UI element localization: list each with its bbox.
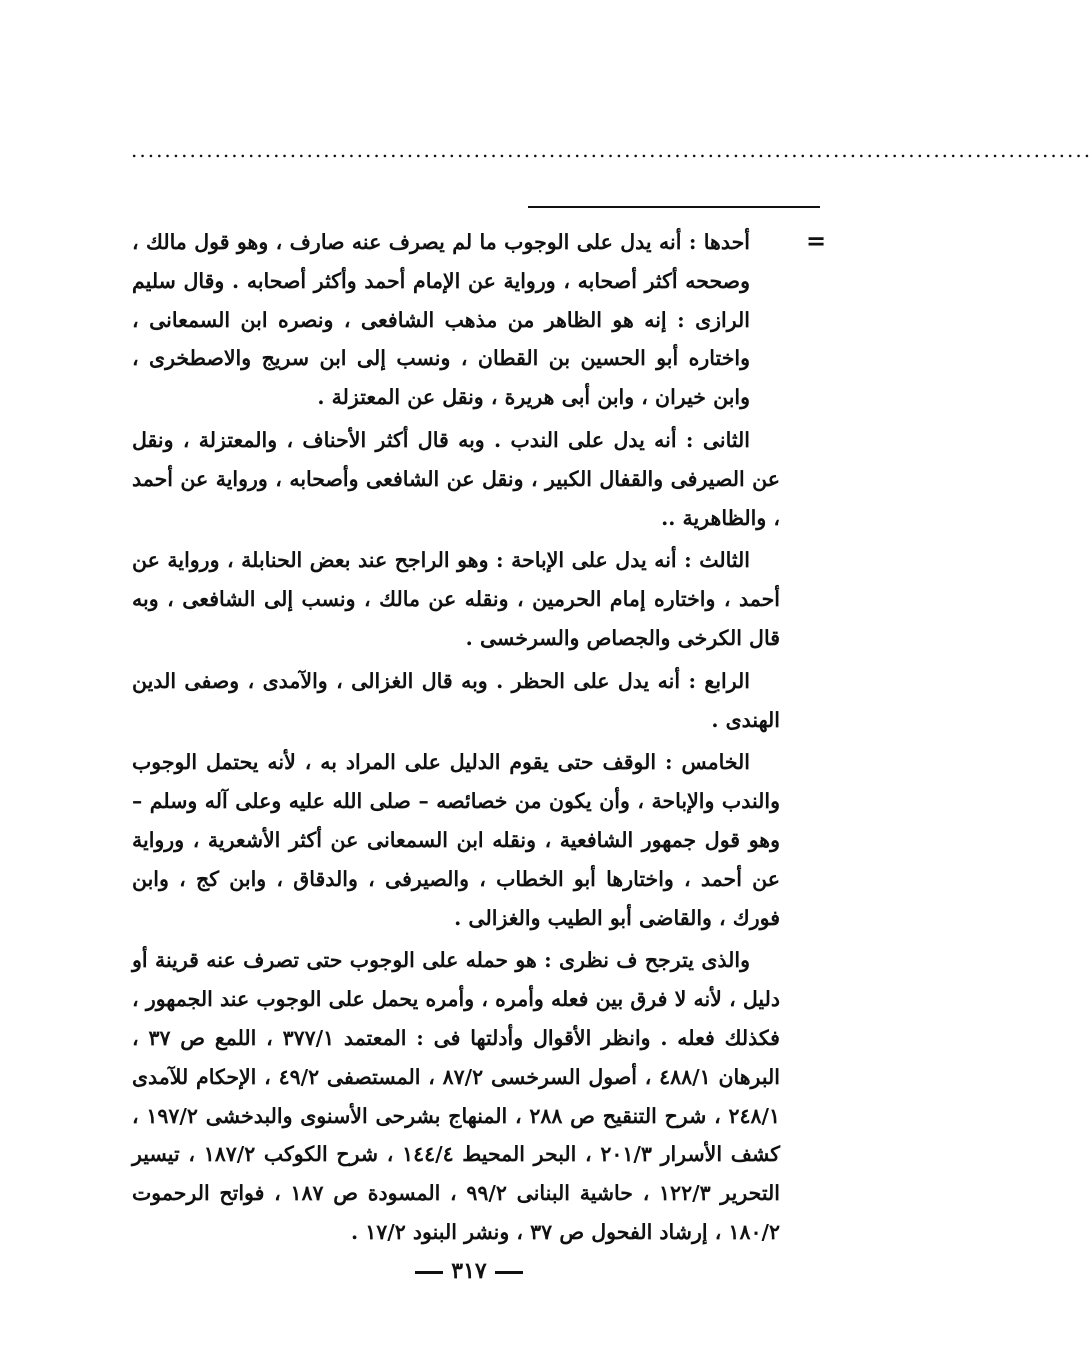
- continuation-mark: =: [806, 226, 827, 255]
- footnote-rule: [528, 206, 820, 208]
- footnote-paragraph-5: الخامس : الوقف حتى يقوم الدليل على المراد به ، لأنه يحتمل الوجوب والندب والإباحة ، وأن يكون من خصائصه – صلى الله عليه وعلى آله وسلم – وهو قول جمهور الشافعية ، ونقله ابن السمعانى عن أكثر الأشعرية ، ورواية عن أحمد ، واختارها أبو الخطاب ، والصيرفى ، والدقاق ، وابن كج ، وابن فورك ، والقاضى أبو الطيب والغزالى .: [132, 750, 780, 930]
- footnote-paragraph-4: الرابع : أنه يدل على الحظر . وبه قال الغزالى ، والآمدى ، وصفى الدين الهندى .: [132, 668, 780, 732]
- page-number-dash-left: [415, 1271, 443, 1274]
- footnote-text: [132, 223, 780, 1256]
- page-number: ٣١٧: [451, 1258, 487, 1284]
- dotted-separator: ...................................................................................................................: [131, 138, 1092, 162]
- footnote-paragraph-1: أحدها : أنه يدل على الوجوب ما لم يصرف عنه صارف ، وهو قول مالك ، وصححه أكثر أصحابه ، ورواية عن الإمام أحمد وأكثر أصحابه . وقال سليم الرازى : إنه هو الظاهر من مذهب الشافعى ، ونصره ابن السمعانى ، واختاره أبو الحسين بن القطان ، ونسب إلى ابن سريج والاصطخرى ، وابن خيران ، وابن أبى هريرة ، ونقل عن المعتزلة .: [132, 230, 750, 410]
- footnote-paragraph-6: والذى يترجح ف نظرى : هو حمله على الوجوب حتى تصرف عنه قرينة أو دليل ، لأنه لا فرق بين فعله وأمره ، وأمره يحمل على الوجوب عند الجمهور ، فكذلك فعله . وانظر الأقوال وأدلتها فى : المعتمد ٣٧٧/١ ، اللمع ص ٣٧ ، البرهان ٤٨٨/١ ، أصول السرخسى ٨٧/٢ ، المستصفى ٤٩/٢ ، الإحكام للآمدى ٢٤٨/١ ، شرح التنقيح ص ٢٨٨ ، المنهاج بشرحى الأسنوى والبدخشى ١٩٧/٢ ، كشف الأسرار ٢٠١/٣ ، البحر المحيط ١٤٤/٤ ، شرح الكوكب ١٨٧/٢ ، تيسير التحرير ١٢٢/٣ ، حاشية البنانى ٩٩/٢ ، المسودة ص ١٨٧ ، فواتح الرحموت ١٨٠/٢ ، إرشاد الفحول ص ٣٧ ، ونشر البنود ١٧/٢ .: [132, 948, 780, 1244]
- page-number-block: [0, 1256, 938, 1286]
- footnote-paragraph-2: الثانى : أنه يدل على الندب . وبه قال أكثر الأحناف ، والمعتزلة ، ونقل عن الصيرفى والقفال الكبير ، ونقل عن الشافعى وأصحابه ، ورواية عن أحمد ، والظاهرية ..: [132, 427, 780, 530]
- footnote-paragraph-3: الثالث : أنه يدل على الإباحة : وهو الراجح عند بعض الحنابلة ، ورواية عن أحمد ، واختاره إمام الحرمين ، ونقله عن مالك ، ونسب إلى الشافعى ، وبه قال الكرخى والجصاص والسرخسى .: [132, 548, 780, 650]
- page-number-dash-right: [495, 1271, 523, 1274]
